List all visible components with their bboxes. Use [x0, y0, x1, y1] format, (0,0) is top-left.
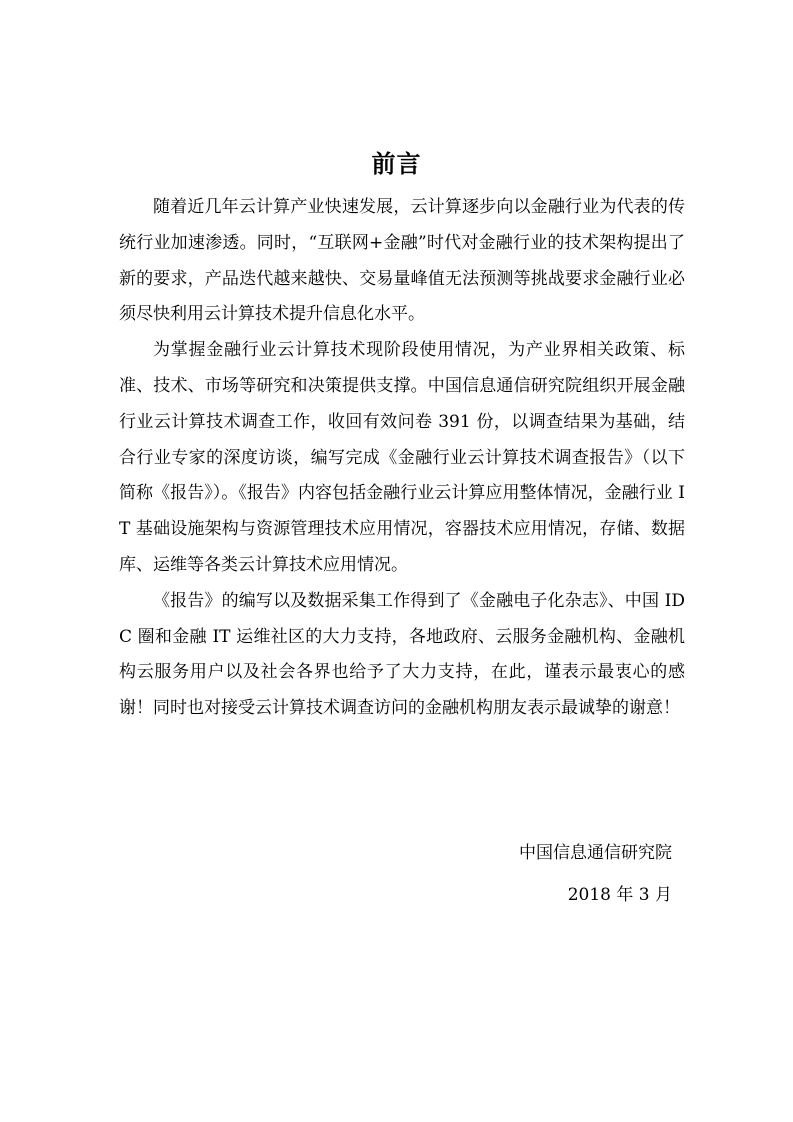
page-title: 前言	[371, 149, 422, 179]
paragraph-2: 为掌握金融行业云计算技术现阶段使用情况，为产业界相关政策、标准、技术、市场等研究和决策提供支撑。中国信息通信研究院组织开展金融行业云计算技术调查工作，收回有效问卷 391 份，以调查结果为基础，结合行业专家的深度访谈，编写完成《金融行业云计算技术调查报告》（以下简称《报告》）。《报告》内容包括金融行业云计算应用整体情况，金融行业 IT 基础设施架构与资源管理技术应用情况，容器技术应用情况，存储、数据库、运维等各类云计算技术应用情况。	[119, 340, 685, 575]
paragraph-1: 随着近几年云计算产业快速发展，云计算逐步向以金融行业为代表的传统行业加速渗透。同时，“互联网+金融”时代对金融行业的技术架构提出了新的要求，产品迭代越来越快、交易量峰值无法预测等挑战要求金融行业必须尽快利用云计算技术提升信息化水平。	[119, 197, 685, 325]
paragraph-3: 《报告》的编写以及数据采集工作得到了《金融电子化杂志》、中国 IDC 圈和金融 IT 运维社区的大力支持，各地政府、云服务金融机构、金融机构云服务用户以及社会各界也给予了大力支持，在此，谨表示最衷心的感谢！同时也对接受云计算技术调查访问的金融机构朋友表示最诚挚的谢意！	[119, 590, 685, 719]
signature-organization: 中国信息通信研究院	[519, 843, 672, 863]
preface-body	[119, 190, 685, 727]
signature-date: 2018 年 3 月	[567, 885, 672, 905]
